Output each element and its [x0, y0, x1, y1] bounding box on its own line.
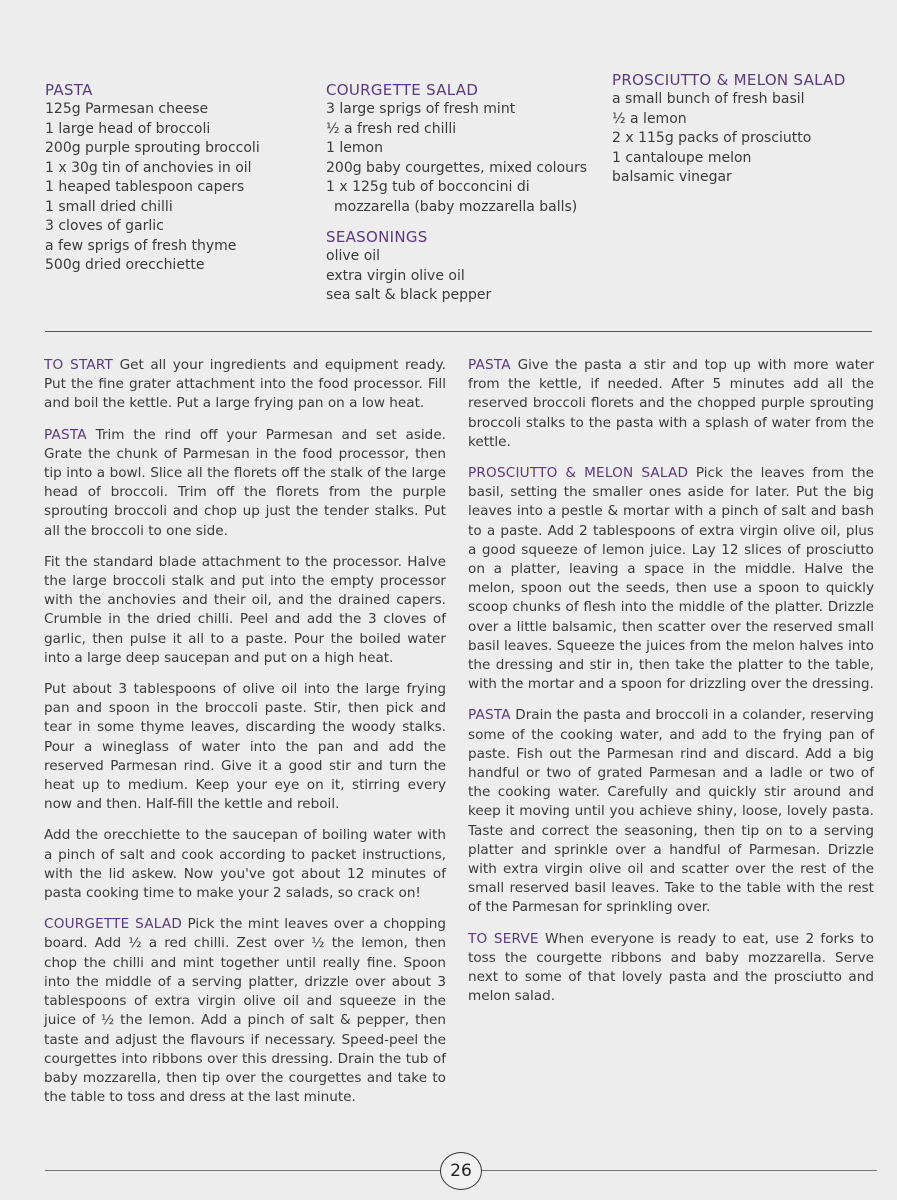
ingredient-item: 200g purple sprouting broccoli [45, 140, 260, 156]
ingredients-pasta [45, 80, 305, 276]
method-step-heading: PASTA [468, 707, 511, 724]
ingredient-item: balsamic vinegar [612, 169, 732, 185]
method-step [44, 826, 446, 903]
ingredients-prosciutto-melon [612, 70, 882, 188]
method-step [44, 553, 446, 668]
method-step [44, 915, 446, 1107]
ingredient-item: a few sprigs of fresh thyme [45, 237, 237, 254]
ingredient-item: 3 large sprigs of fresh mint [326, 101, 516, 117]
method-step-text: Fit the standard blade attachment to the processor. Halve the large broccoli stalk and put into the empty processor with the anchovies and their oil, and the drained capers. Crumble in the dried chilli. Peel and add the 3 cloves of garlic, then pulse it all to a paste. Pour the boiled water into a large deep saucepan and put on a high heat. [44, 553, 446, 666]
ingredients-prosciutto-heading: PROSCIUTTO & MELON SALAD [612, 71, 846, 89]
ingredients-prosciutto-list [612, 90, 882, 188]
method-step [44, 356, 446, 414]
ingredient-item: 1 large head of broccoli [45, 120, 211, 137]
method-step-text: When everyone is ready to eat, use 2 forks to toss the courgette ribbons and baby mozzarella. Serve next to some of that lovely pasta and the prosciutto and melon salad. [468, 930, 875, 1005]
ingredient-item: sea salt & black pepper [326, 287, 492, 303]
method-step [44, 426, 446, 541]
ingredients-courgette-list [326, 100, 596, 217]
ingredients-seasonings-heading: SEASONINGS [326, 228, 428, 246]
method-step-text: Trim the rind off your Parmesan and set aside. Grate the chunk of Parmesan in the food processor, then tip into a bowl. Slice all the florets off the stalk of the large head of broccoli. Trim off the florets from the purple sprouting broccoli and chop up just the tender stalks. Put all the broccoli to one side. [44, 426, 446, 539]
ingredient-item: 1 cantaloupe melon [612, 149, 752, 166]
ingredient-item: ½ a fresh red chilli [326, 120, 457, 137]
ingredient-item: 1 lemon [326, 140, 383, 156]
ingredient-item: 200g baby courgettes, mixed colours [326, 159, 588, 176]
method-step-heading: PASTA [44, 426, 87, 443]
method-step-heading: PROSCIUTTO & MELON SALAD [468, 465, 689, 482]
ingredient-item: a small bunch of fresh basil [612, 91, 805, 107]
method-step-heading: COURGETTE SALAD [44, 916, 182, 933]
section-divider [45, 331, 872, 332]
ingredient-item: 1 x 125g tub of bocconcini di [326, 179, 530, 195]
ingredients-pasta-list [45, 100, 305, 276]
ingredient-item: 1 x 30g tin of anchovies in oil [45, 159, 252, 176]
ingredients-courgette-salad [326, 80, 596, 306]
method-step-text: Get all your ingredients and equipment ready. Put the fine grater attachment into the food processor. Fill and boil the kettle. Put a large frying pan on a low heat. [44, 357, 446, 412]
method-step [468, 706, 874, 917]
ingredients-seasonings-list [326, 247, 596, 306]
method-step-text: Add the orecchiette to the saucepan of boiling water with a pinch of salt and cook according to packet instructions, with the lid askew. Now you've got about 12 minutes of pasta cooking time to make your 2 salads, so crack on! [44, 827, 446, 902]
ingredient-item: 1 small dried chilli [45, 198, 173, 215]
method-step [468, 464, 874, 694]
method-step-text: Give the pasta a stir and top up with more water from the kettle, if needed. After 5 minutes add all the reserved broccoli florets and the chopped purple sprouting broccoli stalks to the pasta with a splash of water from the kettle. [468, 357, 874, 450]
ingredients-courgette-heading: COURGETTE SALAD [326, 81, 479, 99]
method-step-heading: TO SERVE [468, 930, 539, 947]
method-step-text: Pick the mint leaves over a chopping board. Add ½ a red chilli. Zest over ½ the lemon, then chop the chilli and mint together until really fine. Spoon into the middle of a serving platter, drizzle over about 3 tablespoons of extra virgin olive oil and squeeze in the juice of ½ the lemon. Add a pinch of salt & pepper, then taste and adjust the flavours if necessary. Speed-peel the courgettes into ribbons over this dressing. Drain the tub of baby mozzarella, then tip over the courgettes and take to the table to toss and dress at the last minute. [44, 916, 447, 1106]
method-step-text: Drain the pasta and broccoli in a colander, reserving some of the cooking water, and add to the frying pan of paste. Fish out the Parmesan rind and discard. Add a big handful or two of grated Parmesan and a ladle or two of the cooking water. Carefully and quickly stir around and keep it moving until you achieve shiny, loose, lovely pasta. Taste and correct the seasoning, then tip on to a serving platter and sprinkle over a handful of Parmesan. Drizzle with extra virgin olive oil and scatter over the rest of the small reserved basil leaves. Take to the table with the rest of the Parmesan for sprinkling over. [468, 707, 874, 916]
ingredient-item: olive oil [326, 248, 381, 264]
method-right-column [468, 356, 874, 1019]
method-step-text: Put about 3 tablespoons of olive oil into the large frying pan and spoon in the broccoli paste. Stir, then pick and tear in some thyme leaves, discarding the woody stalks. Pour a wineglass of water into the pan and add the reserved Parmesan rind. Give it a good stir and turn the heat up to medium. Keep your eye on it, stirring every now and then. Half-fill the kettle and reboil. [44, 681, 446, 813]
ingredient-item: extra virgin olive oil [326, 267, 465, 284]
method-step-heading: PASTA [468, 357, 511, 373]
ingredients-pasta-heading: PASTA [45, 81, 93, 99]
ingredient-item: ½ a lemon [612, 110, 687, 127]
ingredient-item: mozzarella (baby mozzarella balls) [334, 198, 578, 215]
method-step [44, 680, 446, 814]
method-step [468, 930, 874, 1007]
ingredient-item: 3 cloves of garlic [45, 218, 164, 234]
ingredient-item: 500g dried orecchiette [45, 257, 205, 273]
page-number: 26 [440, 1152, 482, 1190]
method-step-text: Pick the leaves from the basil, setting the smaller ones aside for later. Put the big leaves into a pestle & mortar with a pinch of salt and bash to a paste. Add 2 tablespoons of extra virgin olive oil, plus a good squeeze of lemon juice. Lay 12 slices of prosciutto on a platter, leaving a space in the middle. Halve the melon, spoon out the seeds, then use a spoon to quickly scoop chunks of flesh into the middle of the platter. Drizzle over a little balsamic, then scatter over the reserved small basil leaves. Squeeze the juices from the melon halves into the dressing and stir in, then take the platter to the table, with the mortar and a spoon for drizzling over the dressing. [468, 465, 874, 693]
method-step-heading: TO START [44, 357, 114, 373]
method-left-column [44, 356, 446, 1119]
method-step [468, 356, 874, 452]
ingredient-item: 1 heaped tablespoon capers [45, 179, 245, 195]
ingredient-item: 2 x 115g packs of prosciutto [612, 130, 812, 146]
ingredient-item: 125g Parmesan cheese [45, 101, 209, 117]
